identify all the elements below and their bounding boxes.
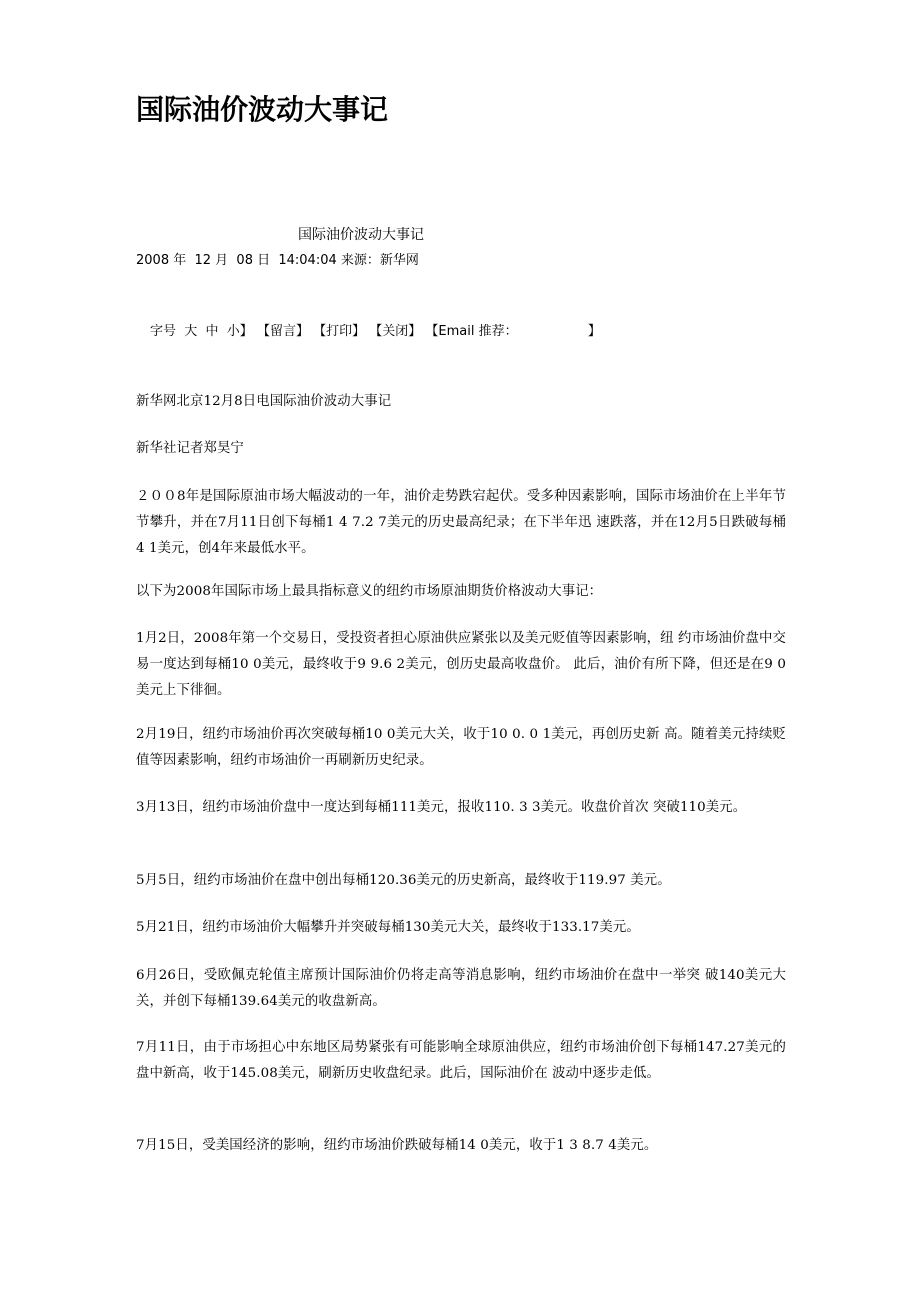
paragraph-jul-15: 7月15日，受美国经济的影响，纽约市场油价跌破每桶14 0美元，收于1 3 8.7 4美元。: [136, 1138, 658, 1153]
email-recommend-link[interactable]: 【Email 推荐： 】: [425, 324, 601, 339]
article-subtitle: 国际油价波动大事记: [298, 227, 424, 243]
font-size-options[interactable]: 字号 大 中 小】: [150, 324, 253, 339]
paragraph-intro: 以下为2008年国际市场上最具指标意义的纽约市场原油期货价格波动大事记：: [136, 584, 603, 599]
paragraph-may-21: 5月21日，纽约市场油价大幅攀升并突破每桶130美元大关，最终收于133.17美元。: [136, 920, 640, 935]
document-title: 国际油价波动大事记: [136, 93, 389, 126]
paragraph-jul-11: 7月11日，由于市场担心中东地区局势紧张有可能影响全球原油供应，纽约市场油价创下每桶147.27美元的盘中新高，收于145.08美元，刷新历史收盘纪录。此后，国际油价在 波动中逐步走低。: [136, 1040, 786, 1081]
close-link[interactable]: 【关闭】: [369, 324, 422, 339]
comment-link[interactable]: 【留言】: [256, 324, 309, 339]
article-dateline: 2008 年 12 月 08 日 14:04:04 来源：新华网: [136, 253, 419, 268]
paragraph-byline: 新华社记者郑昊宁: [136, 441, 244, 456]
paragraph-jun-26: 6月26日，受欧佩克轮值主席预计国际油价仍将走高等消息影响，纽约市场油价在盘中一举突 破140美元大关，并创下每桶139.64美元的收盘新高。: [136, 968, 786, 1009]
paragraph-jan-2: 1月2日，2008年第一个交易日，受投资者担心原油供应紧张以及美元贬值等因素影响，纽 约市场油价盘中交易一度达到每桶10 0美元，最终收于9 9.6 2美元，创历史最高收盘价。 此后，油价有所下降，但还是在9 0美元上下徘徊。: [136, 631, 786, 698]
paragraph-may-5: 5月5日，纽约市场油价在盘中创出每桶120.36美元的历史新高，最终收于119.97 美元。: [136, 873, 671, 888]
paragraph-mar-13: 3月13日，纽约市场油价盘中一度达到每桶111美元，报收110. 3 3美元。收盘价首次 突破110美元。: [136, 800, 747, 815]
paragraph-lead: 新华网北京12月8日电国际油价波动大事记: [136, 394, 392, 409]
print-link[interactable]: 【打印】: [313, 324, 366, 339]
paragraph-summary: ２００8年是国际原油市场大幅波动的一年，油价走势跌宕起伏。受多种因素影响，国际市场油价在上半年节节攀升，并在7月11日创下每桶1 4 7.2 7美元的历史最高纪录；在下半年迅 速跌落，并在12月5日跌破每桶4 1美元，创4年来最低水平。: [136, 489, 786, 556]
article-toolbar: [150, 320, 601, 344]
paragraph-feb-19: 2月19日，纽约市场油价再次突破每桶10 0美元大关，收于10 0. 0 1美元，再创历史新 高。随着美元持续贬值等因素影响，纽约市场油价一再刷新历史纪录。: [136, 727, 786, 768]
